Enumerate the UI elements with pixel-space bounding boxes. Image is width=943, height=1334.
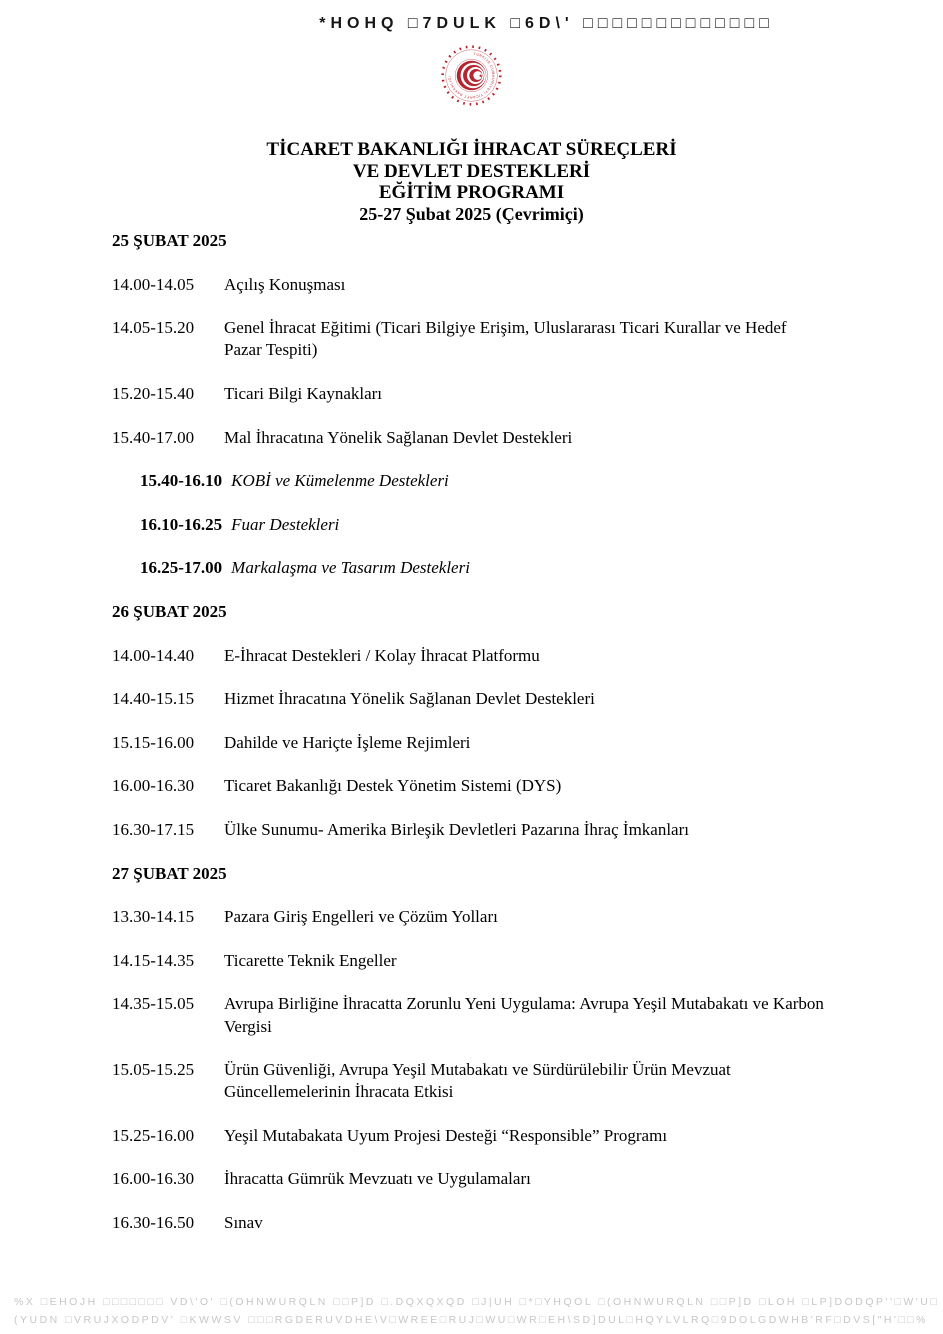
item-title: Hizmet İhracatına Yönelik Sağlanan Devlet Destekleri [224,689,595,709]
schedule-item [112,645,943,667]
item-time: 15.05-15.25 [112,1060,195,1080]
item-title: Yeşil Mutabakata Uyum Projesi Desteği “Responsible” Programı [224,1125,668,1145]
seal-ring-text: TÜRKİYE CUMHURİYETİ TİCARET BAKANLIĞI [447,51,496,100]
item-time: 16.25-17.00 [140,558,223,578]
schedule-item [112,1125,943,1147]
schedule-subitem [112,557,943,579]
schedule-item [112,317,943,361]
item-title: Ticarette Teknik Engeller [224,950,397,970]
schedule-item [112,906,943,928]
schedule-item [112,1212,943,1234]
item-title: Mal İhracatına Yönelik Sağlanan Devlet Destekleri [224,427,573,447]
schedule [112,230,943,1234]
item-title: Pazara Giriş Engelleri ve Çözüm Yolları [224,907,498,927]
item-time: 16.30-16.50 [112,1213,195,1233]
title-line-1: TİCARET BAKANLIĞI İHRACAT SÜREÇLERİ [266,139,677,160]
encoded-header-line: *HOHQ □7DULK □6D\' □□□□□□□□□□□□□ [319,15,774,32]
item-title: Ülke Sunumu- Amerika Birleşik Devletleri Pazarına İhraç İmkanları [224,819,689,839]
section-date: 27 ŞUBAT 2025 [112,863,227,883]
item-title: Dahilde ve Hariçte İşleme Rejimleri [224,732,471,752]
schedule-item [112,993,943,1037]
section-date: 26 ŞUBAT 2025 [112,601,227,621]
item-title: Açılış Konuşması [224,274,346,294]
schedule-item [112,1059,943,1103]
esignature-footer [0,1293,943,1329]
schedule-item [112,732,943,754]
item-time: 16.00-16.30 [112,776,195,796]
schedule-item [112,775,943,797]
item-time: 14.15-14.35 [112,950,195,970]
footer-line-2: (YUDN □VRUJXODPDV' □KWWSV □□□RGDERUVDHE\V□WREE□RUJ□WU□WR□EH\SD]DUL□HQYLVLRQ□9DOLGDWHB'RF□DVS["H'□□% [14,1314,928,1326]
item-title: Genel İhracat Eğitimi (Ticari Bilgiye Erişim, Uluslararası Ticari Kurallar ve Hedef Pazar Tespiti) [224,318,787,360]
item-title: Ürün Güvenliği, Avrupa Yeşil Mutabakatı ve Sürdürülebilir Ürün Mevzuat Güncellemelerinin İhracata Etkisi [224,1060,731,1102]
title-line-2: VE DEVLET DESTEKLERİ [352,160,591,182]
item-time: 15.15-16.00 [112,732,195,752]
item-time: 16.10-16.25 [140,514,223,534]
item-title: Avrupa Birliğine İhracatta Zorunlu Yeni Uygulama: Avrupa Yeşil Mutabakatı ve Karbon Vergisi [224,994,824,1036]
ministry-of-trade-seal [0,44,943,107]
item-title: E-İhracat Destekleri / Kolay İhracat Platformu [224,645,540,665]
item-title: Ticari Bilgi Kaynakları [224,383,383,403]
item-time: 15.40-16.10 [140,471,223,491]
item-time: 14.35-15.05 [112,994,195,1014]
seal-star-icon: ★ [478,74,483,80]
schedule-subitem [112,470,943,492]
document-title [0,139,943,225]
schedule-item [112,427,943,449]
item-time: 14.40-15.15 [112,689,195,709]
footer-line-1: %X □EHOJH □□□□□□□ VD\'O' □(OHNWURQLN □□P]D □.DQXQXQD □J|UH □*□YHQOL □(OHNWURQLN □□P]D □LOH □LP]DODQP''□W'U□ [14,1296,940,1308]
item-title: Ticaret Bakanlığı Destek Yönetim Sistemi (DYS) [224,776,562,796]
schedule-item [112,383,943,405]
item-time: 16.30-17.15 [112,819,195,839]
item-time: 15.25-16.00 [112,1125,195,1145]
item-title: Fuar Destekleri [231,514,340,534]
item-time: 15.20-15.40 [112,383,195,403]
schedule-item [112,1168,943,1190]
schedule-item [112,819,943,841]
item-time: 13.30-14.15 [112,907,195,927]
item-title: İhracatta Gümrük Mevzuatı ve Uygulamaları [224,1169,531,1189]
item-title: Markalaşma ve Tasarım Destekleri [231,558,470,578]
section-date: 25 ŞUBAT 2025 [112,231,227,250]
schedule-item [112,688,943,710]
title-line-3: EĞİTİM PROGRAMI [378,182,565,203]
title-date-line: 25-27 Şubat 2025 (Çevrimiçi) [359,203,584,224]
item-time: 16.00-16.30 [112,1169,195,1189]
item-time: 15.40-17.00 [112,427,195,447]
schedule-subitem [112,514,943,536]
item-time: 14.00-14.05 [112,274,195,294]
schedule-item [112,950,943,972]
ministry-seal-icon [440,44,503,107]
item-time: 14.00-14.40 [112,645,195,665]
item-title: Sınav [224,1213,263,1233]
item-time: 14.05-15.20 [112,318,195,338]
schedule-item [112,274,943,296]
item-title: KOBİ ve Kümelenme Destekleri [231,471,449,491]
